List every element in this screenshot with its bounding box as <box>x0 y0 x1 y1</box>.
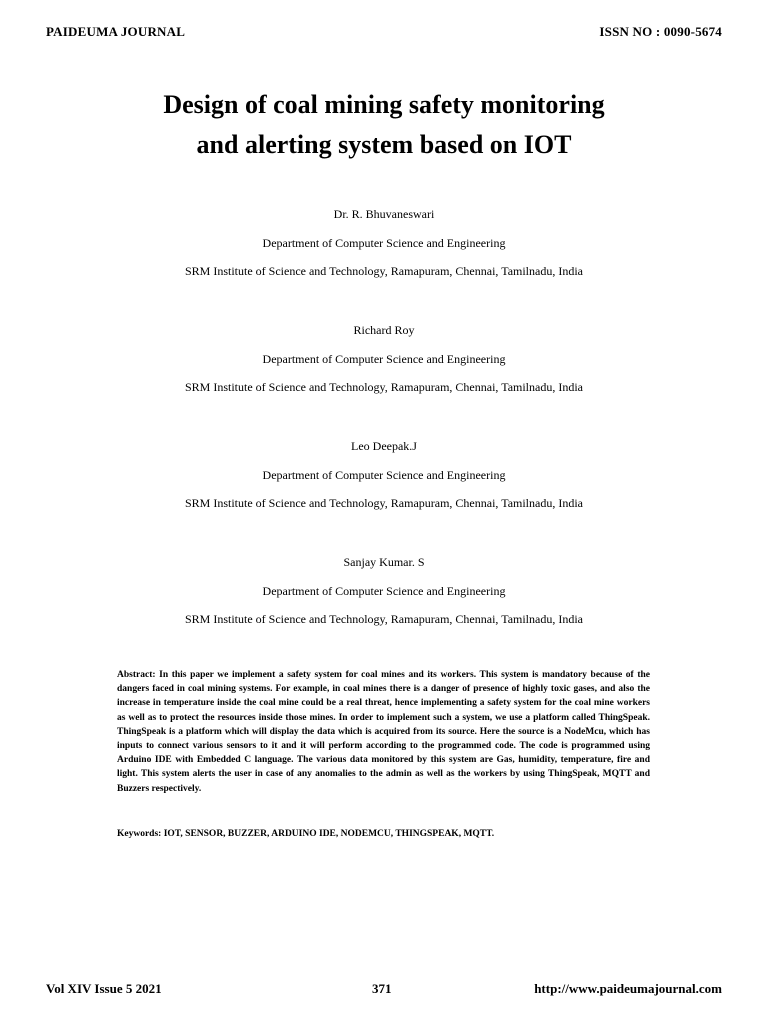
author-department: Department of Computer Science and Engineering <box>262 584 506 598</box>
page-number: 371 <box>372 981 392 996</box>
issn-number: ISSN NO : 0090-5674 <box>599 24 722 39</box>
author-department: Department of Computer Science and Engineering <box>262 352 506 366</box>
volume-issue: Vol XIV Issue 5 2021 <box>46 981 162 996</box>
author-department: Department of Computer Science and Engineering <box>262 468 506 482</box>
author-name: Leo Deepak.J <box>351 439 417 453</box>
paper-title-line-2: and alerting system based on IOT <box>196 130 572 159</box>
author-institution: SRM Institute of Science and Technology, Ramapuram, Chennai, Tamilnadu, India <box>184 612 583 626</box>
author-department: Department of Computer Science and Engineering <box>262 236 506 250</box>
author-institution: SRM Institute of Science and Technology, Ramapuram, Chennai, Tamilnadu, India <box>184 496 583 510</box>
author-institution: SRM Institute of Science and Technology, Ramapuram, Chennai, Tamilnadu, India <box>184 380 583 394</box>
author-name: Sanjay Kumar. S <box>343 555 425 569</box>
author-institution: SRM Institute of Science and Technology, Ramapuram, Chennai, Tamilnadu, India <box>184 264 583 278</box>
author-name: Dr. R. Bhuvaneswari <box>333 207 435 221</box>
keywords-line: Keywords: IOT, SENSOR, BUZZER, ARDUINO IDE, NODEMCU, THINGSPEAK, MQTT. <box>117 829 495 839</box>
journal-url[interactable]: http://www.paideumajournal.com <box>534 981 722 996</box>
journal-name: PAIDEUMA JOURNAL <box>46 24 186 39</box>
abstract-paragraph: Abstract: In this paper we implement a safety system for coal mines and its workers. This system is mandatory because of the dangers faced in coal mining systems. For example, in coal mines there is a danger of presence of highly toxic gases, and also the increase in temperature inside the coal mine could be a real threat, hence implementing a safety system for the coal mine workers as well as to protect the resources inside those mines. In order to implement such a system, we use a platform called ThingSpeak. ThingSpeak is a platform which will display the data which is acquired from its source. Here the source is a NodeMcu, which has inputs to connect various sensors to it and it will perform according to the programmed code. The code is programmed using Arduino IDE with Embedded C language. The various data monitored by this system are Gas, humidity, temperature, fire and light. This system alerts the user in case of any anomalies to the admin as well as the workers by using ThingSpeak, MQTT and Buzzers respectively. <box>117 670 650 794</box>
author-name: Richard Roy <box>353 323 415 337</box>
paper-title-line-1: Design of coal mining safety monitoring <box>163 90 605 119</box>
